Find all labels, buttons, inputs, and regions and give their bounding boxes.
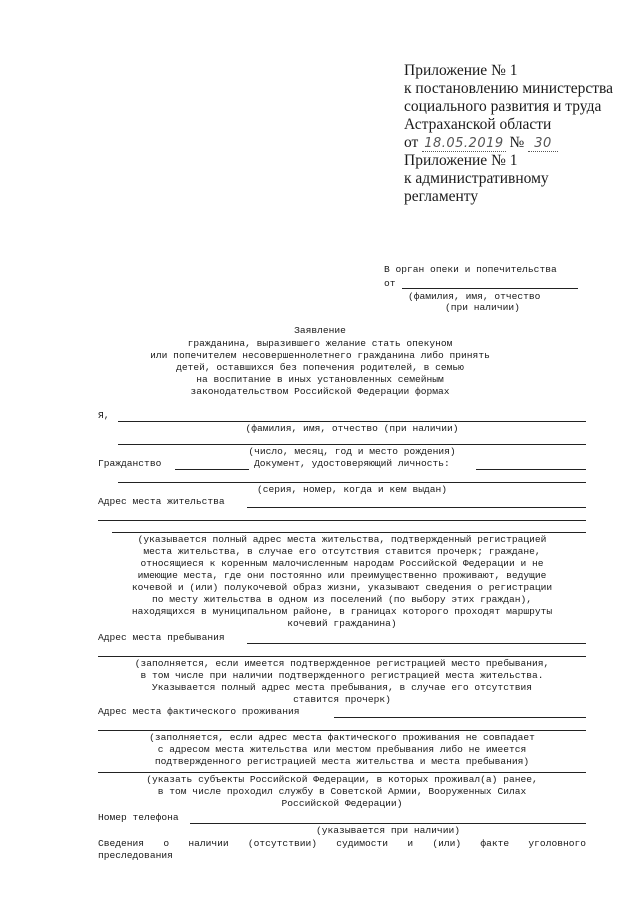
criminal-word: о [163,838,170,849]
actual-field-2[interactable] [98,730,586,731]
stay-label: Адрес места пребывания [98,632,225,643]
addressee-line: В орган опеки и попечительства [384,264,557,275]
residence-note-line: относящиеся к коренным малочисленным народам Российской Федерации и не [140,558,544,569]
residence-note-line: (указывается полный адрес места жительства, подтвержденный регистрацией [137,534,547,545]
criminal-word: (или) [432,838,462,849]
subjects-note-line: Российской Федерации) [281,798,403,809]
phone-field[interactable] [190,823,586,824]
title-line: или попечителем несовершеннолетнего гражданина либо принять [150,350,490,361]
birth-hint: (число, месяц, год и место рождения) [248,446,456,457]
phone-hint: (указывается при наличии) [316,825,460,836]
citizenship-field[interactable] [175,469,249,470]
residence-field-2[interactable] [98,520,586,521]
addressee-from: от [384,278,396,289]
title-line: гражданина, выразившего желание стать опекуном [187,338,453,349]
birth-field[interactable] [118,444,586,445]
criminal-record-line-2: преследования [98,850,173,861]
fio-field[interactable] [118,421,586,422]
residence-note-line: места жительства, в случае его отсутствия ставится прочерк; граждане, [143,546,541,557]
citizenship-label: Гражданство [98,458,162,469]
stay-note-line: (заполняется, если имеется подтвержденное регистрацией место пребывания, [134,658,550,669]
stay-note-line: в том числе при наличии подтвержденного регистрацией места жительства. [140,670,544,681]
subjects-note-line: в том числе проходил службу в Советской Армии, Вооруженных Силах [157,786,527,797]
appendix-line: Астраханской области [404,116,552,133]
criminal-word: Сведения [98,838,145,849]
criminal-record-line [98,838,586,849]
stay-field[interactable] [247,643,586,644]
appendix-title-2: Приложение № 1 [404,152,518,169]
criminal-word: и [407,838,414,849]
fio-hint: (фамилия, имя, отчество (при наличии) [245,423,459,434]
criminal-word: уголовного [528,838,586,849]
residence-field-3[interactable] [112,532,586,533]
title-heading: Заявление [294,325,346,336]
appendix-line: к постановлению министерства [404,80,614,97]
residence-label: Адрес места жительства [98,496,225,507]
actual-note-line: подтвержденного регистрацией места жительства и места пребывания) [154,756,530,767]
residence-field[interactable] [247,507,586,508]
date-prefix: от [404,134,419,151]
handwritten-number: 30 [528,136,558,152]
document-field-2[interactable] [118,482,586,483]
actual-note-line: с адресом места жительства или местом пребывания либо не имеется [157,744,527,755]
appendix-date-row [404,134,558,153]
criminal-word: судимости [336,838,389,849]
actual-note-line: (заполняется, если адрес места фактического проживания не совпадает [149,732,535,743]
document-field[interactable] [476,469,586,470]
ya-label: Я, [98,410,110,421]
addressee-name-field[interactable] [402,288,578,289]
actual-field[interactable] [334,717,586,718]
residence-note-line: кочевой и (или) полукочевой образ жизни, указывают сведения о регистрации [131,582,553,593]
actual-label: Адрес места фактического проживания [98,706,300,717]
addressee-hint: (фамилия, имя, отчество [408,291,541,302]
title-line: законодательством Российской Федерации формах [190,386,450,397]
residence-note-line: имеющие места, где они постоянно или преимущественно проживают, ведущие [137,570,547,581]
appendix-title: Приложение № 1 [404,62,518,79]
appendix-line: регламенту [404,188,479,205]
appendix-line: к административному [404,170,549,187]
handwritten-date: 18.05.2019 [424,136,504,151]
criminal-word: наличии [188,838,229,849]
title-line: на воспитание в иных установленных семейным [196,374,444,385]
stay-note-line: Указывается полный адрес места пребывания, в случае его отсутствия [152,682,532,693]
criminal-word: факте [480,838,510,849]
stay-note-line: ставится прочерк) [293,694,391,705]
phone-label: Номер телефона [98,812,179,823]
subjects-field[interactable] [98,772,586,773]
stay-field-2[interactable] [98,656,586,657]
residence-note-line: находящихся в муниципальном районе, в границах которого проходят маршруты [131,606,553,617]
title-line: детей, оставшихся без попечения родителей, в семью [176,362,464,373]
number-sign: № [509,134,525,151]
subjects-note-line: (указать субъекты Российской Федерации, в которых проживал(а) ранее, [146,774,538,785]
document-hint: (серия, номер, когда и кем выдан) [257,484,447,495]
residence-note-line: по месту жительства в одном из поселений (по выбору этих граждан), [152,594,532,605]
criminal-word: (отсутствии) [247,838,317,849]
appendix-line: социального развития и труда [404,98,602,115]
addressee-hint: (при наличии) [445,302,520,313]
residence-note-line: кочевий гражданина) [287,618,397,629]
document-label: Документ, удостоверяющий личность: [254,458,450,469]
